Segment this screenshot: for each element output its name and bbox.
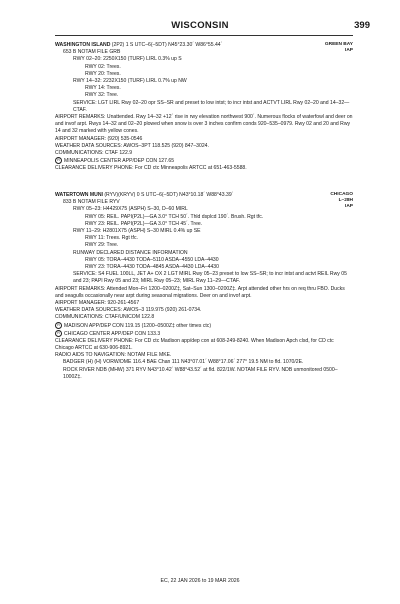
detail-text: AIRPORT MANAGER: 920-261-4567	[55, 300, 140, 307]
detail-line	[55, 367, 353, 381]
detail-text: RADIO AIDS TO NAVIGATION: NOTAM FILE MKE.	[55, 352, 172, 359]
detail-text: MINNEAPOLIS CENTER APP/DEP CON 127.65	[64, 158, 175, 165]
detail-line	[55, 136, 353, 143]
detail-text: RWY 05–23: H4429X75 (ASPH) S–30, D–60 MIRL	[73, 206, 188, 213]
radar-symbol-icon: R	[55, 157, 62, 164]
detail-text: RWY 14–32: 2232X150 (TURF) LIRL 0.7% up NW	[73, 78, 187, 85]
detail-line	[55, 71, 353, 78]
state-title: WISCONSIN	[171, 20, 229, 31]
detail-line	[55, 286, 353, 300]
airport-head-info: 1 S UTC–6(–5DT) N45°23.30´ W86°55.44´	[125, 42, 223, 48]
detail-line	[55, 157, 353, 165]
detail-text: BADGER (H) (H) VORW/DME 116.4 BAE Chan 111 N43°07.01´ W88°17.06´ 277° 19.5 NM to fld. 1070/2E.	[63, 359, 304, 366]
airport-ident: (RYV)(KRYV)	[104, 192, 136, 198]
detail-text: CLEARANCE DELIVERY PHONE: For CD ctc Madison app/dep con at 608-249-8240. When Madison Apch clsd, for CD ctc Chicago ARTCC at 630-906-8921.	[55, 337, 334, 351]
airport-elev-line: 653 B NOTAM FILE GRB	[63, 49, 121, 56]
detail-line	[55, 257, 353, 264]
detail-text: AIRPORT MANAGER: (920) 535-0546	[55, 135, 143, 142]
detail-line	[55, 143, 353, 150]
detail-text: SERVICE: LGT LIRL Rwy 02–20 opr SS–SR and preset to low intst; to incr intst and ACTVT LIRL Rwy 02–20 and 14–32—CTAF.	[73, 99, 350, 113]
detail-line	[55, 322, 353, 330]
detail-line	[55, 314, 353, 321]
airport-details	[55, 56, 353, 172]
effective-date-footer: EC, 22 JAN 2026 to 19 MAR 2026	[160, 578, 240, 584]
detail-text: SERVICE: S4 FUEL 100LL, JET A+ OX 2 LGT MIRL Rwy 05–23 preset to low SS–SR; to incr intst and actvt REIL Rwy 05 and 23; PAPI Rwy 05 and 23; MIRL Rwy 05–23; MIRL Rwy 11–29—CTAF.	[73, 271, 347, 285]
detail-text: MADISON APP/DEP CON 119.15 (1200–0500Z‡ other times ctc)	[64, 322, 212, 329]
detail-line	[55, 242, 353, 249]
detail-line	[55, 206, 353, 213]
airport-details	[55, 206, 353, 381]
detail-text: RWY 32: Tree.	[85, 92, 119, 99]
airport-entry-washington-island	[55, 42, 353, 173]
detail-line	[55, 228, 353, 235]
detail-text: RWY 20: Trees.	[85, 70, 121, 77]
detail-text: RWY 02: Trees.	[85, 63, 121, 70]
detail-line	[55, 359, 353, 366]
detail-line	[55, 150, 353, 157]
detail-text: RWY 23: TORA–4430 TODA–4845 ASDA–4430 LDA–4430	[85, 264, 219, 271]
detail-text: RWY 14: Trees.	[85, 85, 121, 92]
chart-label	[325, 42, 353, 54]
detail-text: RWY 02–20: 2250X150 (TURF) LIRL 0.3% up S	[73, 56, 182, 63]
detail-text: AIRPORT REMARKS: Attended Mon–Fri 1200–0200Z‡, Sat–Sun 1300–0200Z‡. Arpt attended other hrs on req thru FBO. Ducks and seagulls occasionally near arpt during seasonal migrations. Deer on and invof arpt.	[55, 285, 345, 299]
detail-line	[55, 307, 353, 314]
sectional-chart: CHICAGO	[330, 192, 353, 197]
detail-line	[55, 330, 353, 338]
header-rule	[55, 35, 353, 36]
detail-text: RUNWAY DECLARED DISTANCE INFORMATION	[73, 249, 188, 256]
detail-line	[55, 214, 353, 221]
page-number: 399	[354, 20, 370, 31]
page-header	[0, 20, 400, 34]
detail-text: RWY 23: REIL. PAPI(P2L)—GA 3.0° TCH 45´. Tree.	[85, 220, 203, 227]
airport-head-info: 0 S UTC–6(–5DT) N43°10.18´ W88°43.39´	[136, 192, 234, 198]
airport-name: WATERTOWN MUNI	[55, 192, 103, 198]
airport-elev-line: 833 B NOTAM FILE RYV	[63, 199, 120, 206]
iap-label: IAP	[345, 48, 353, 54]
detail-line	[55, 338, 353, 352]
sectional-chart: GREEN BAY	[324, 42, 353, 47]
detail-line	[55, 271, 353, 285]
detail-text: CHICAGO CENTER APP/DEP CON 133.3	[64, 330, 161, 337]
detail-text: RWY 29: Tree.	[85, 242, 119, 249]
detail-line	[55, 92, 353, 99]
detail-line	[55, 64, 353, 71]
detail-text: COMMUNICATIONS: CTAF/UNICOM 122.8	[55, 314, 155, 321]
detail-text: AIRPORT REMARKS: Unattended. Rwy 14–32 +12´ rise in rwy elevation northwest 900´. Numerous flocks of waterfowl and deer on and invof arpt. Rwys 14–32 and 02–20 plowed when snow is over 3 inches confirm conds 920–535–0979. Rwy 02 and 20 and Rwy 14 and 32 marked with yellow cones.	[55, 114, 353, 135]
detail-text: WEATHER DATA SOURCES: AWOS–3 119.975 (920) 261-0734.	[55, 307, 202, 314]
detail-line	[55, 352, 353, 359]
detail-line	[55, 78, 353, 85]
airport-name: WASHINGTON ISLAND	[55, 42, 111, 48]
detail-text: CLEARANCE DELIVERY PHONE: For CD ctc Minneapolis ARTCC at 651-463-5588.	[55, 165, 247, 172]
detail-text: COMMUNICATIONS: CTAF 122.9	[55, 150, 133, 157]
detail-text: RWY 11: Trees. Rgt tfc.	[85, 235, 138, 242]
detail-line	[55, 235, 353, 242]
detail-line	[55, 250, 353, 257]
radar-symbol-icon: R	[55, 330, 62, 337]
detail-line	[55, 114, 353, 136]
detail-line	[55, 264, 353, 271]
detail-text: RWY 05: REIL. PAPI(P2L)—GA 3.0° TCH 50´. Thld dsplcd 190´. Brush. Rgt tfc.	[85, 213, 264, 220]
detail-line	[55, 100, 353, 114]
detail-line	[55, 56, 353, 63]
radar-symbol-icon: R	[55, 322, 62, 329]
airport-ident: (2P2)	[111, 42, 125, 48]
detail-line	[55, 300, 353, 307]
detail-text: RWY 11–29: H2801X75 (ASPH) S–30 MIRL 0.4% up SE	[73, 228, 201, 235]
detail-line	[55, 85, 353, 92]
enroute-chart: L–28H	[338, 198, 353, 204]
detail-text: ROCK RIVER NDB (MHW) 371 RYV N43°10.42´ W88°43.52´ at fld. 822/1W. NOTAM FILE RYV. NDB unmonitored 0500–1000Z‡.	[63, 366, 338, 380]
iap-label: IAP	[345, 204, 353, 210]
chart-label	[330, 192, 353, 211]
airport-entry-watertown	[55, 192, 353, 381]
detail-line	[55, 165, 353, 172]
detail-text: WEATHER DATA SOURCES: AWOS–3PT 118.525 (920) 847–3024.	[55, 142, 209, 149]
detail-line	[55, 221, 353, 228]
detail-text: RWY 05: TORA–4430 TODA–5110 ASDA–4550 LDA–4430	[85, 256, 219, 263]
